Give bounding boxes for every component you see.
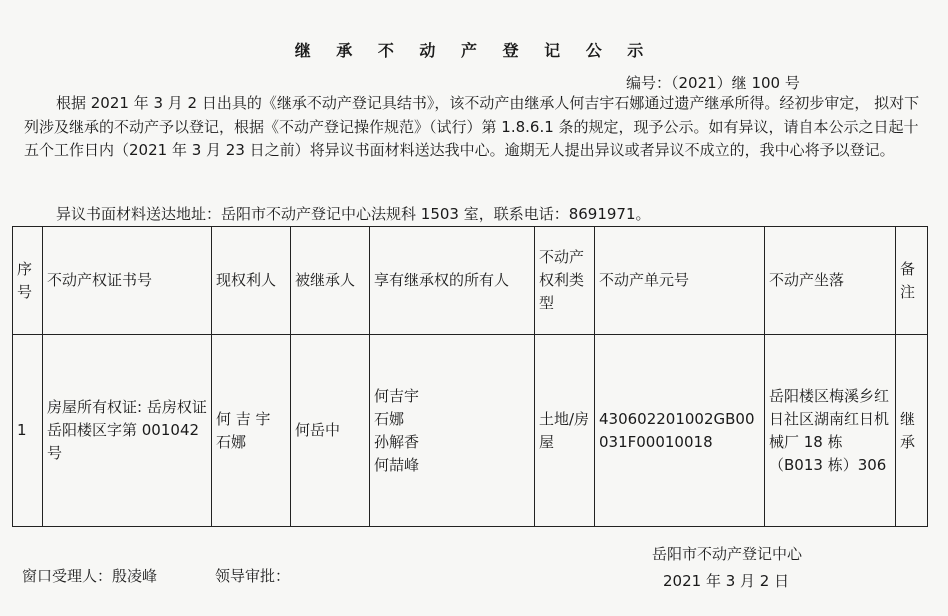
header-cert-no: 不动产权证书号 <box>43 227 212 335</box>
footer-signatures <box>22 565 290 586</box>
heir-name: 孙解香 <box>374 432 420 451</box>
objection-address: 异议书面材料送达地址：岳阳市不动产登记中心法规科 1503 室，联系电话：8691971。 <box>56 205 651 223</box>
cell-seq: 1 <box>13 335 43 527</box>
leader-approval: 领导审批： <box>215 567 291 585</box>
table-header-row <box>13 227 928 335</box>
notice-title: 继 承 不 动 产 登 记 公 示 <box>294 41 654 60</box>
cell-cert-no: 房屋所有权证: 岳房权证岳阳楼区字第 001042 号 <box>43 335 212 527</box>
inheritance-table <box>12 226 928 527</box>
header-holder: 现权利人 <box>212 227 291 335</box>
table-row <box>13 335 928 527</box>
notice-body <box>24 92 924 163</box>
doc-number: 编号：（2021）继 100 号 <box>626 74 800 92</box>
cell-decedent: 何岳中 <box>291 335 370 527</box>
heir-name: 石娜 <box>374 409 405 428</box>
issuing-org: 岳阳市不动产登记中心 <box>652 545 803 563</box>
cell-holder: 何 吉 宇 石娜 <box>212 335 291 527</box>
header-decedent: 被继承人 <box>291 227 370 335</box>
header-remark: 备注 <box>896 227 928 335</box>
cell-remark: 继承 <box>896 335 928 527</box>
header-heirs: 享有继承权的所有人 <box>370 227 535 335</box>
header-unit-no: 不动产单元号 <box>595 227 765 335</box>
notice-paragraph: 根据 2021 年 3 月 2 日出具的《继承不动产登记具结书》，该不动产由继承人何吉宇石娜通过遗产继承所得。经初步审定， 拟对下列涉及继承的不动产予以登记，根据《不动产登记操作规范》（试行）第 1.8.6.1 条的规定，现予公示。如有异议，请自本公示之日起十五个工作日内（2021 年 3 月 23 日之前）将异议书面材料送达我中心。逾期无人提出异议或者异议不成立的，我中心将予以登记。 <box>24 94 920 159</box>
header-seq: 序号 <box>13 227 43 335</box>
header-location: 不动产坐落 <box>765 227 896 335</box>
cell-unit-no: 430602201002GB00031F00010018 <box>595 335 765 527</box>
issue-date: 2021 年 3 月 2 日 <box>663 572 790 590</box>
header-right-type: 不动产权利类型 <box>535 227 595 335</box>
heir-name: 何吉宇 <box>374 386 420 405</box>
cell-location: 岳阳楼区梅溪乡红日社区湖南红日机械厂 18 栋（B013 栋）306 <box>765 335 896 527</box>
heir-name: 何喆峰 <box>374 455 420 474</box>
window-clerk: 窗口受理人：殷凌峰 <box>22 567 158 585</box>
cell-right-type: 土地/房屋 <box>535 335 595 527</box>
cell-heirs <box>370 335 535 527</box>
